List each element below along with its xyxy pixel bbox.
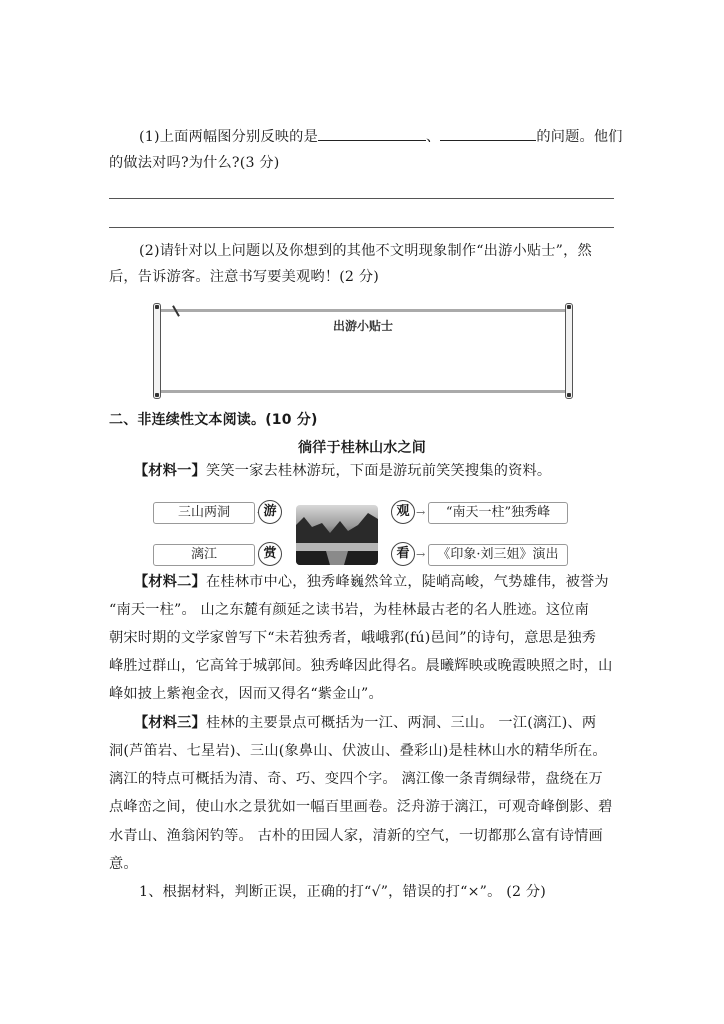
mindmap-verb-you: 游	[258, 500, 282, 524]
material-2-line-1	[109, 573, 640, 591]
separator: 、	[425, 129, 441, 145]
mountain-landscape-icon	[296, 505, 378, 565]
material-1-text: 笑笑一家去桂林游玩，下面是游玩前笑笑搜集的资料。	[205, 463, 552, 479]
question-1-suffix: 的问题。他们	[536, 129, 623, 145]
material-2-line-3: 朝宋时期的文学家曾写下“未若独秀者，峨峨郛(fú)邑间”的诗句，意思是独秀	[109, 630, 597, 646]
material-3-text: 桂林的主要景点可概括为一江、两洞、三山。 一江(漓江)、两	[205, 715, 597, 731]
material-3-line-4: 点峰峦之间，使山水之景犹如一幅百里画卷。泛舟游于漓江，可观奇峰倒影、碧	[109, 799, 613, 815]
material-2-text: 在桂林市中心，独秀峰巍然耸立，陡峭高峻，气势雄伟，被誉为	[205, 574, 609, 590]
mindmap-item-duxiu-peak: “南天一柱”独秀峰	[428, 502, 568, 524]
scroll-title: 出游小贴士	[332, 319, 393, 333]
guilin-landscape-photo	[296, 505, 378, 565]
question-2-line-1: (2)请针对以上问题以及你想到的其他不文明现象制作“出游小贴士”，然	[139, 243, 592, 259]
question-2-line-2: 后，告诉游客。注意书写要美观哟！(2 分)	[109, 269, 379, 285]
scroll-edge-bottom	[161, 390, 565, 393]
mindmap-verb-guan: 观	[391, 500, 415, 524]
tips-scroll[interactable]	[153, 303, 573, 399]
section-2-question-1: 1、根据材料，判断正误，正确的打“√”，错误的打“×”。 (2 分)	[139, 884, 547, 900]
arrow-right-icon: →	[416, 548, 426, 561]
material-3-line-5: 水青山、渔翁闲钓等。 古朴的田园人家，清新的空气，一切都那么富有诗情画	[109, 828, 603, 844]
material-3-line-6: 意。	[109, 856, 138, 872]
mindmap-item-liu-sanjie-show: 《印象·刘三姐》演出	[428, 544, 568, 566]
mindmap-item-li-river: 漓江	[153, 544, 255, 566]
material-1-label: 【材料一】	[134, 463, 206, 479]
material-2-line-5: 峰如披上紫袍金衣，因而又得名“紫金山”。	[109, 686, 383, 702]
material-1	[109, 462, 640, 480]
answer-line-2[interactable]	[109, 227, 614, 228]
answer-blank-1[interactable]	[318, 126, 426, 141]
material-3-line-2: 洞(芦笛岩、七星岩)、三山(象鼻山、伏波山、叠彩山)是桂林山水的精华所在。	[109, 743, 607, 759]
material-3-label: 【材料三】	[134, 715, 206, 731]
mindmap-verb-kan: 看	[391, 542, 415, 566]
mindmap-item-three-hills-two-caves: 三山两洞	[153, 502, 255, 524]
mindmap-verb-shang: 赏	[258, 542, 282, 566]
material-2-line-2: “南天一柱”。 山之东麓有颜延之读书岩，为桂林最古老的名人胜迹。这位南	[109, 602, 590, 618]
answer-blank-2[interactable]	[440, 126, 536, 141]
passage-title: 徜徉于桂林山水之间	[298, 440, 426, 456]
section-heading: 二、非连续性文本阅读。(10 分)	[109, 412, 318, 428]
arrow-right-icon: →	[416, 506, 426, 519]
question-1-line-2: 的做法对吗?为什么?(3 分)	[109, 155, 280, 171]
material-2-line-4: 峰胜过群山，它高耸于城郭间。独秀峰因此得名。晨曦辉映或晚霞映照之时，山	[109, 658, 613, 674]
question-1-prefix: (1)上面两幅图分别反映的是	[139, 129, 318, 145]
answer-line-1[interactable]	[109, 198, 614, 199]
scroll-edge-top	[161, 309, 565, 312]
material-2-label: 【材料二】	[134, 574, 206, 590]
material-3-line-1	[109, 714, 640, 732]
material-3-line-3: 漓江的特点可概括为清、奇、巧、变四个字。 漓江像一条青绸绿带，盘绕在万	[109, 771, 603, 787]
question-1-line-1	[109, 126, 645, 146]
